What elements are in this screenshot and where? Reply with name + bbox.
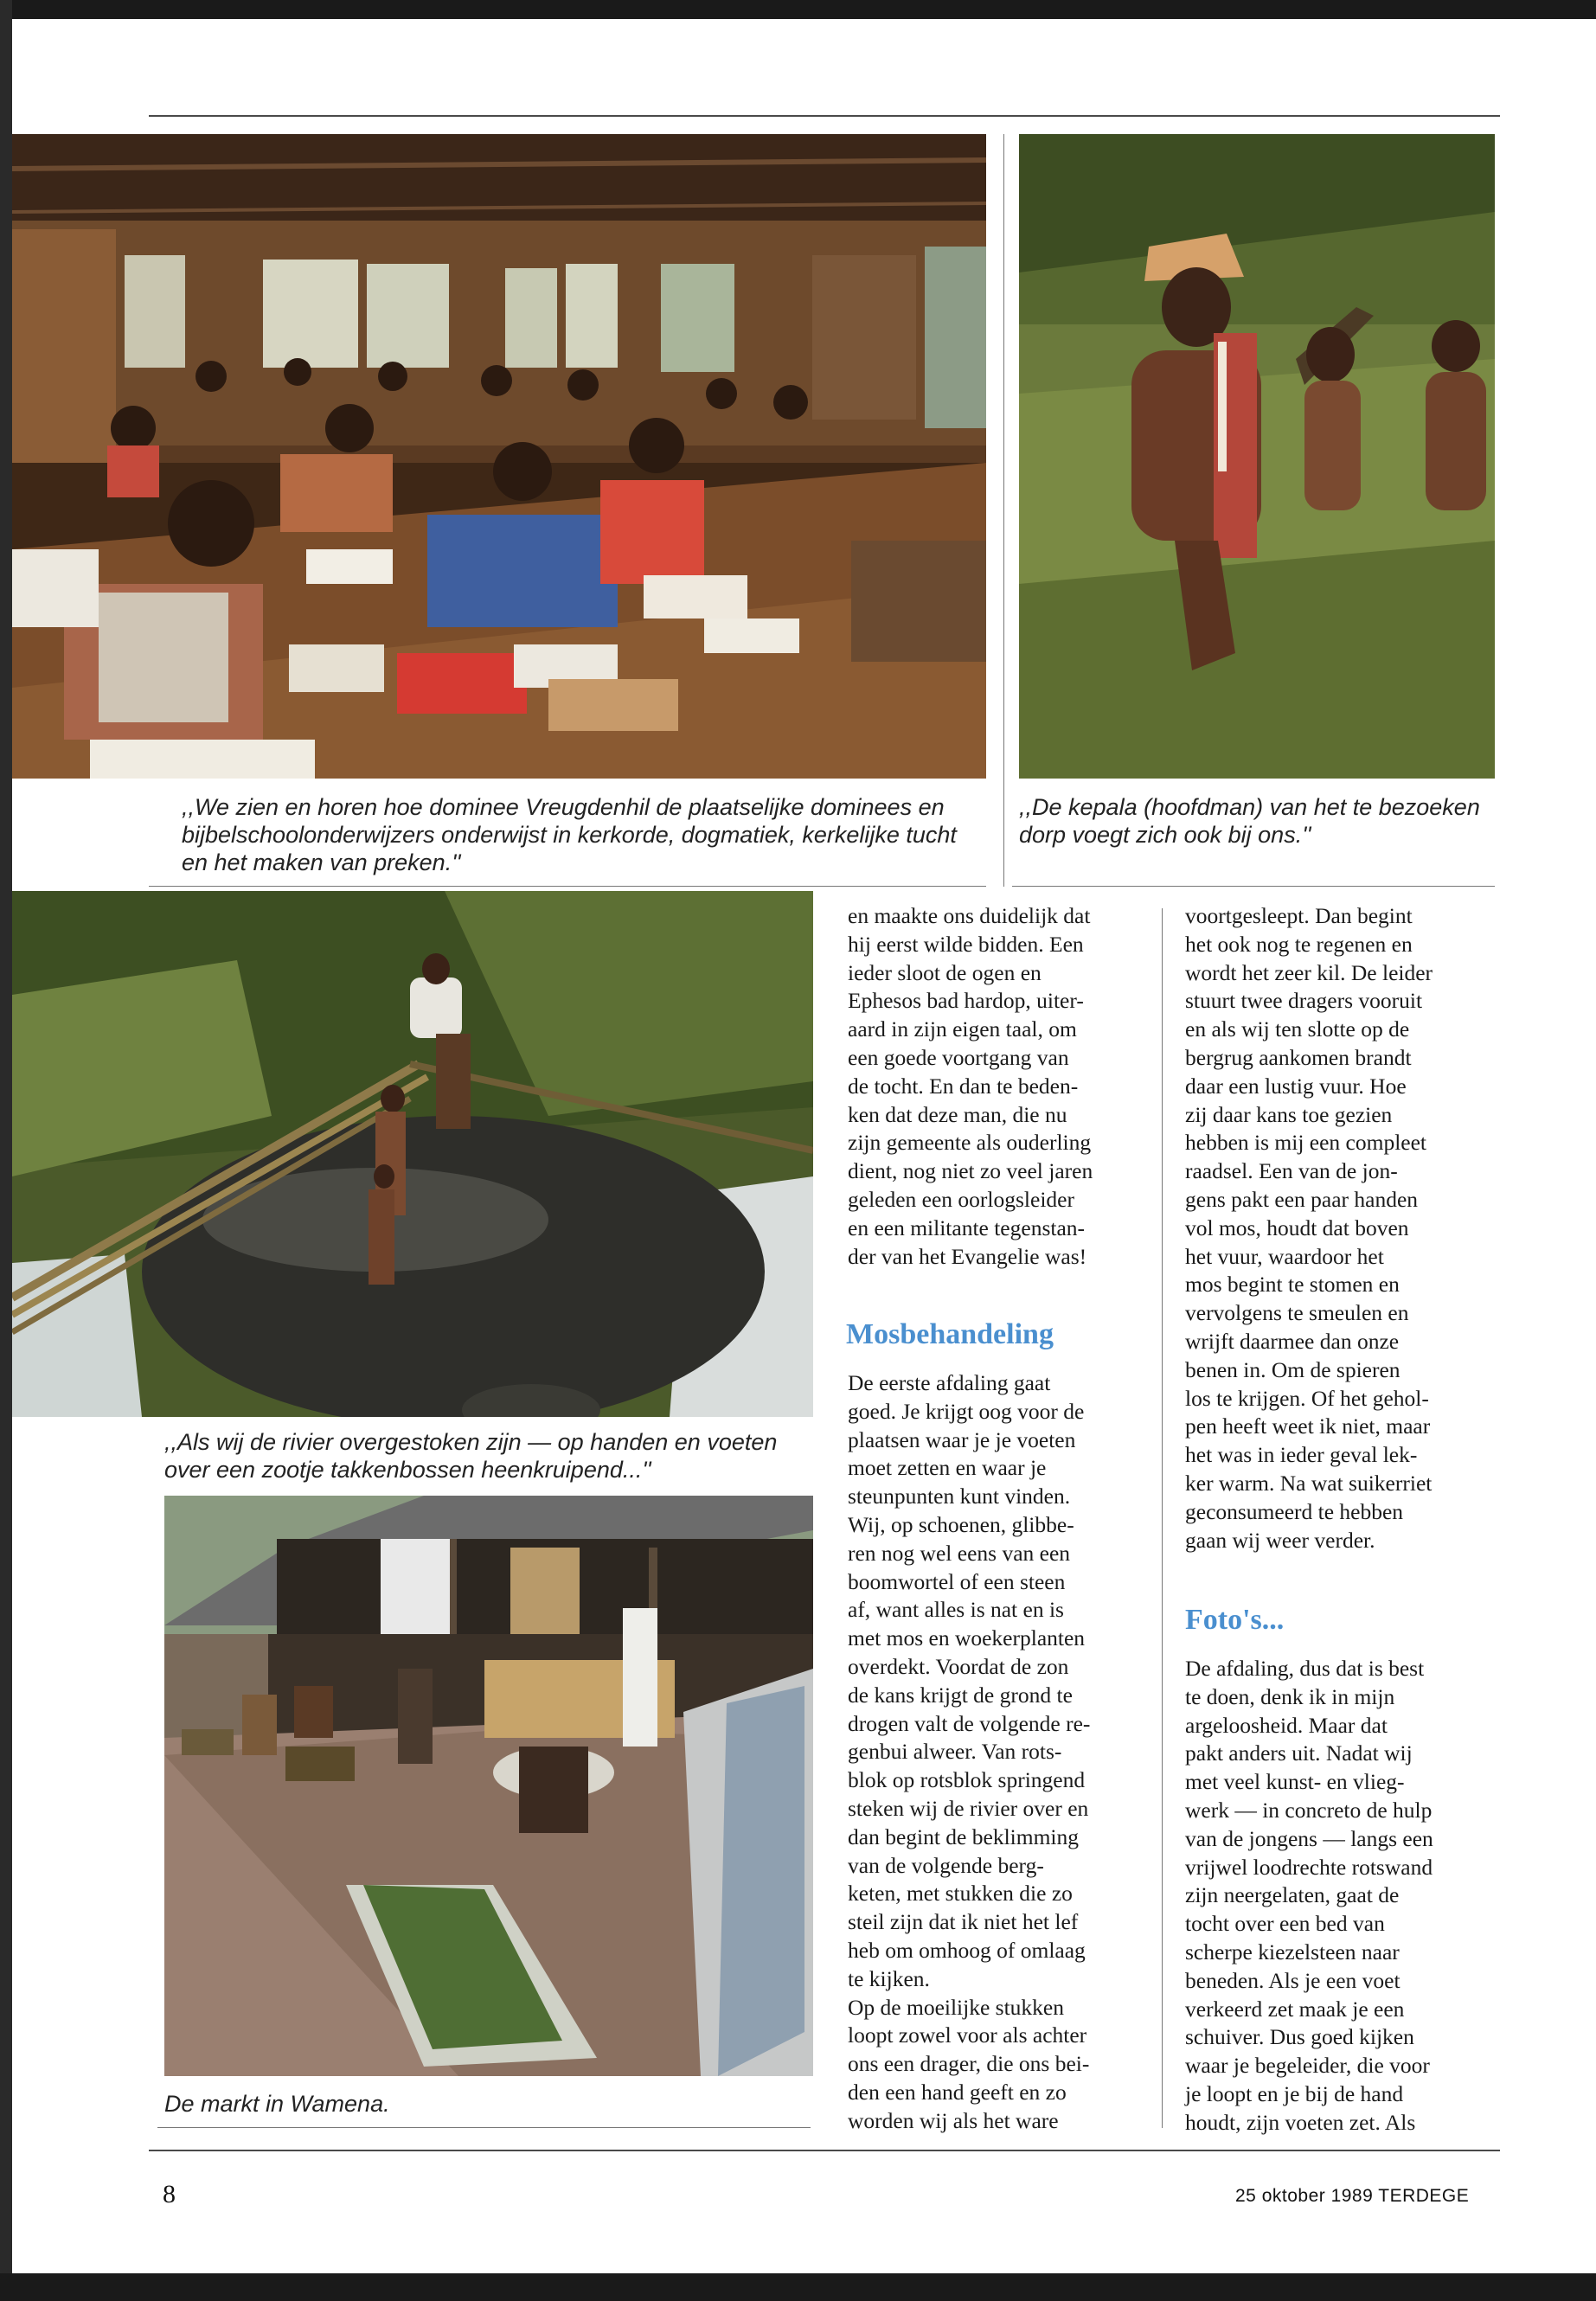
scan-border-top [0,0,1596,19]
bottom-rule [149,2150,1500,2151]
page-number: 8 [163,2180,176,2208]
top-rule [149,115,1500,117]
issue-date: 25 oktober 1989 TERDEGE [1235,2186,1470,2206]
kepala-photo [1019,134,1495,779]
column-right-bottom: De afdaling, dus dat is best te doen, denk ik in mijn argeloosheid. Maar dat pakt anders uit. Nadat wij met veel kunst- en vlieg- werk — in concreto de hulp van de jongens — langs een vrijwel loodrechte rotswand zijn neergelaten, gaat de tocht over een bed van scherpe kiezelsteen naar beneden. Als je een voet verkeerd zet maak je een schuiver. Dus goed kijken waar je begeleider, die voor je loopt en je bij de hand houdt, zijn voeten zet. Als [1185,1656,1433,2135]
column-middle-bottom: De eerste afdaling gaat goed. Je krijgt oog voor de plaatsen waar je je voeten moet zetten en waar je steunpunten kunt vinden. Wij, op schoenen, glibbe- ren nog wel eens van een boomwortel of een steen af, want alles is nat en is met mos en woekerplanten overdekt. Voordat de zon de kans krijgt de grond te drogen valt de volgende re- genbui alweer. Van rots- blok op rotsblok springend steken wij de rivier over en dan begint de beklimming van de volgende berg- keten, met stukken die zo steil zijn dat ik niet het lef heb om omhoog of omlaag te kijken. Op de moeilijke stukken loopt zowel voor als achter ons een drager, die ons bei- den een hand geeft en zo worden wij als het ware [848,1370,1091,2133]
caption-river: ,,Als wij de rivier overgestoken zijn — op handen en voeten over een zootje takkenbossen heenkruipend...'' [164,1429,778,1483]
market-caption-rule [157,2127,811,2128]
caption-rule-right [1012,886,1495,887]
scan-border-bottom [0,2273,1596,2301]
column-middle-top: en maakte ons duidelijk dat hij eerst wilde bidden. Een ieder sloot de ogen en Ephesos bad hardop, uiter- aard in zijn eigen taal, om een goede voortgang van de tocht. En dan te beden- ken dat deze man, die nu zijn gemeente als ouderling dient, nog niet zo veel jaren geleden een oorlogsleider en een militante tegenstan- der van het Evangelie was! [848,903,1093,1269]
market-photo [164,1496,813,2076]
caption-rule-left [149,886,986,887]
column-right-top: voortgesleept. Dan begint het ook nog te regenen en wordt het zeer kil. De leider stuurt twee dragers vooruit en als wij ten slotte op de bergrug aankomen brandt daar een lustig vuur. Hoe zij daar kans toe gezien hebben is mij een compleet raadsel. Een van de jon- gens pakt een paar handen vol mos, houdt dat boven het vuur, waardoor het mos begint te stomen en vervolgens te smeulen en wrijft daarmee dan onze benen in. Om de spieren los te krijgen. Of het gehol- pen heeft weet ik niet, maar het was in ieder geval lek- ker warm. Na wat suikerriet geconsumeerd te hebben gaan wij weer verder. [1185,903,1433,1553]
caption-market: De markt in Wamena. [164,2091,390,2117]
classroom-photo [12,134,986,779]
heading-fotos: Foto's... [1185,1604,1285,1636]
river-photo [12,891,813,1417]
caption-classroom: ,,We zien en horen hoe dominee Vreugdenhil de plaatselijke dominees en bijbelschoolonderwijzers onderwijst in kerkorde, dogmatiek, kerkelijke tucht en het maken van preken.'' [182,794,957,875]
scan-border-left [0,0,12,2301]
photo-divider-vertical [1003,134,1004,887]
column-divider [1162,908,1163,2128]
heading-mosbehandeling: Mosbehandeling [846,1318,1054,1350]
caption-kepala: ,,De kepala (hoofdman) van het te bezoeken dorp voegt zich ook bij ons.'' [1019,794,1480,848]
